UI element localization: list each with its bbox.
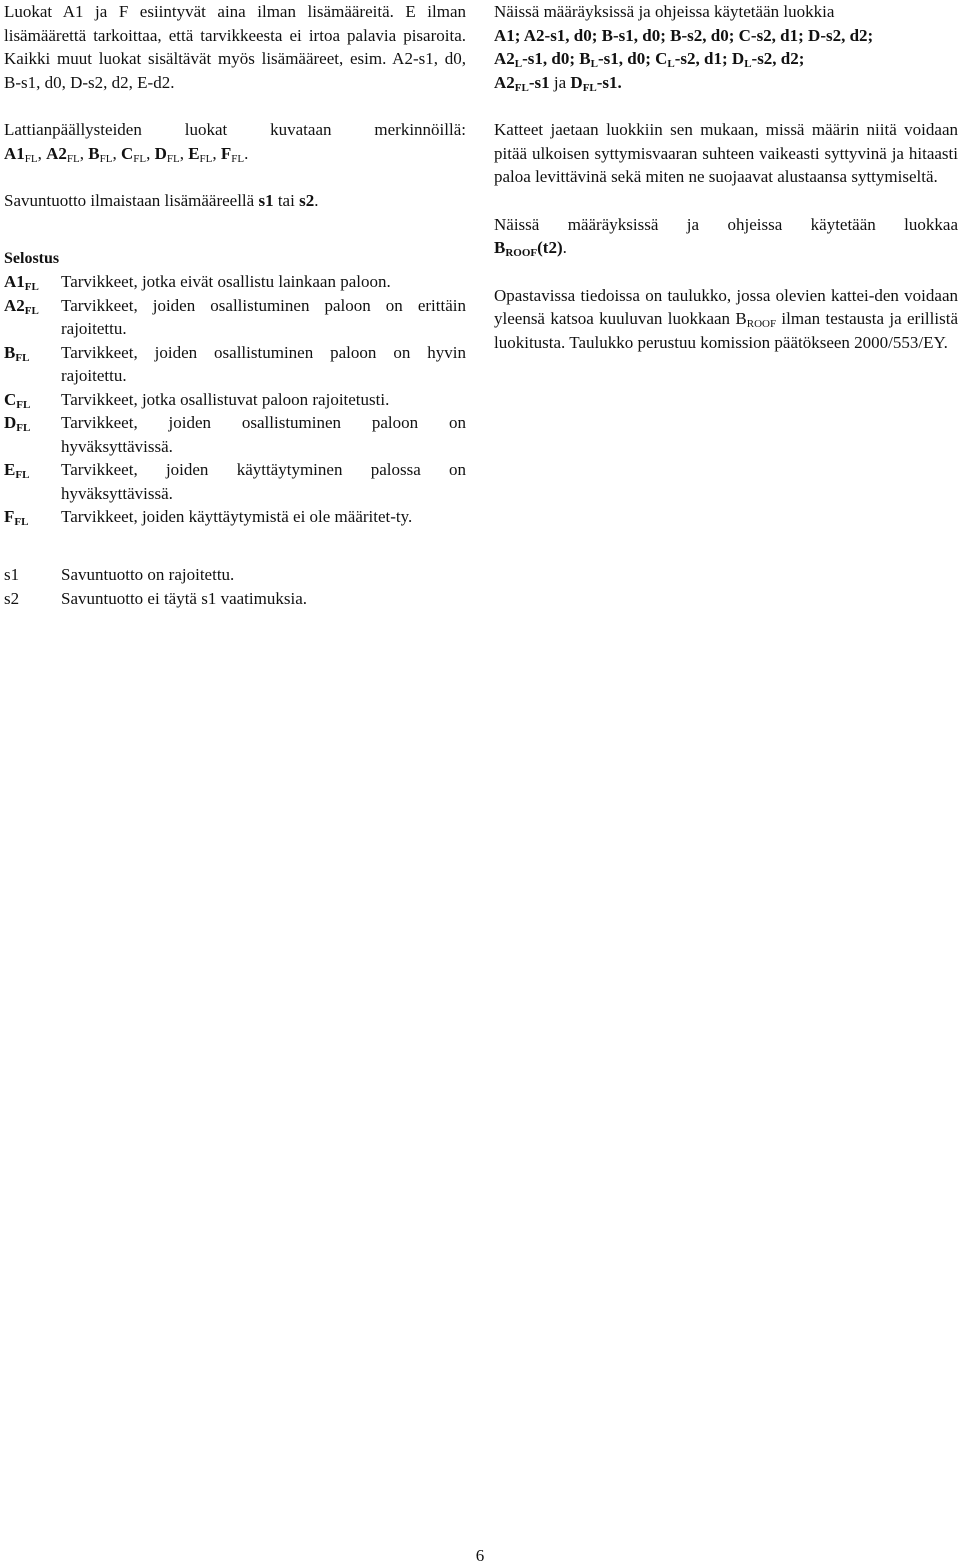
floor-class-item: A2 — [46, 143, 67, 163]
definition-text: Tarvikkeet, joiden osallistuminen paloon on hyväksyttävissä. — [61, 413, 466, 456]
floor-class-sep: , — [37, 143, 47, 163]
smoke-s1: s1 — [258, 191, 274, 210]
smoke-text: Savuntuotto on rajoitettu. — [61, 565, 235, 584]
definition-text: Tarvikkeet, joiden osallistuminen paloon on hyvin rajoitettu. — [61, 342, 466, 385]
definition-item — [4, 270, 466, 294]
definition-term: $F_{FL}$ — [4, 507, 29, 528]
floor-class-item: F — [220, 143, 232, 163]
definition-term: $D_{FL}$ — [4, 413, 31, 434]
floor-class-sep: , — [112, 143, 121, 163]
definition-item — [4, 505, 466, 529]
definition-term: $E_{FL}$ — [4, 460, 30, 481]
smoke-text: Savuntuotto ilmaistaan lisämääreellä — [4, 191, 259, 210]
definition-text: Tarvikkeet, joiden käyttäytyminen palossa on hyväksyttävissä. — [61, 460, 466, 503]
definition-term: $A1_{FL}$ — [4, 272, 39, 293]
page-number: 6 — [475, 1546, 485, 1565]
classes-paragraph — [494, 0, 958, 94]
floor-class-sub: FL — [199, 152, 213, 165]
roof-class-text: Näissä määräyksissä ja ohjeissa käytetään luokkaa — [494, 214, 958, 234]
definition-list — [4, 270, 466, 529]
classes-line-4: $A2_{FL}-s1$ ja $D_{FL}-s1$. — [494, 72, 622, 94]
floor-class-sep: , — [212, 143, 221, 163]
floor-class-item: A1 — [4, 143, 25, 163]
floor-class-item: D — [154, 143, 167, 163]
selostus-heading: Selostus — [4, 249, 60, 267]
definition-item — [4, 388, 466, 412]
smoke-term: s2 — [4, 588, 20, 608]
classes-intro: Näissä määräyksissä ja ohjeissa käytetään luokkia — [494, 2, 835, 21]
floor-class-sub: FL — [231, 152, 245, 165]
definition-term: $A2_{FL}$ — [4, 295, 39, 317]
floor-classes-text: Lattianpäällysteiden luokat kuvataan merkinnöillä: — [4, 120, 466, 139]
definition-term: $B_{FL}$ — [4, 342, 30, 364]
definition-text: Tarvikkeet, jotka osallistuvat paloon rajoitetusti. — [61, 389, 390, 409]
roof-class-paragraph — [494, 213, 958, 260]
smoke-paragraph — [4, 189, 466, 213]
intro-paragraph: Luokat A1 ja F esiintyvät aina ilman lisämääreitä. E ilman lisämäärettä tarkoittaa, että tarvikkeesta ei irtoa palavia pisaroita. Kaikki muut luokat sisältävät myös lisämääreet, esim. A2-s1, d0, B-s1, d0, D-s2, d2, E-d2. — [4, 2, 466, 92]
definition-text: Tarvikkeet, joiden osallistuminen paloon on erittäin rajoitettu. — [61, 295, 466, 338]
smoke-end: . — [314, 191, 319, 210]
roof-class-code: $B_{ROOF}(t2)$ — [494, 238, 563, 259]
smoke-definition-item — [4, 587, 464, 611]
definition-text: Tarvikkeet, jotka eivät osallistu lainkaan paloon. — [61, 272, 391, 291]
right-column — [494, 0, 958, 354]
classes-line-2: A1; A2-s1, d0; B-s1, d0; B-s2, d0; C-s2, d1; D-s2, d2; — [494, 25, 874, 45]
smoke-text: Savuntuotto ei täytä s1 vaatimuksia. — [61, 588, 307, 608]
definition-item — [4, 458, 466, 505]
floor-class-sep: . — [244, 143, 249, 163]
floor-class-sub: FL — [166, 152, 180, 165]
definition-item — [4, 294, 466, 341]
smoke-s2: s2 — [299, 191, 315, 210]
guidance-paragraph: Opastavissa tiedoissa on taulukko, jossa olevien kattei-den voidaan yleensä katsoa kuuluvan luokkaan $B_{ROOF}$ ilman testausta ja erillistä luokitusta. Taulukko perustuu komission päätökseen 2000/553/EY. — [494, 285, 958, 352]
smoke-term: s1 — [4, 565, 20, 584]
floor-class-item: E — [188, 143, 200, 163]
floor-classes-paragraph — [4, 118, 466, 165]
floor-class-sep: , — [179, 143, 189, 163]
floor-class-item: C — [120, 143, 134, 163]
floor-class-sub: FL — [24, 152, 38, 165]
definition-item — [4, 411, 466, 458]
floor-class-sep: , — [79, 143, 89, 163]
smoke-definition-item — [4, 563, 464, 587]
left-column — [4, 0, 466, 529]
definition-text: Tarvikkeet, joiden käyttäytymistä ei ole määritet-ty. — [61, 507, 413, 526]
definition-item — [4, 341, 466, 388]
roof-class-end: . — [562, 238, 567, 257]
smoke-definition-list — [4, 563, 464, 610]
floor-class-sub: FL — [99, 152, 113, 165]
floor-class-item: B — [88, 143, 100, 163]
floor-class-sub: FL — [66, 152, 80, 165]
floor-class-sep: , — [146, 143, 155, 163]
definition-term: $C_{FL}$ — [4, 389, 31, 411]
classes-line-3: $A2_L-s1$, d0; $B_L-s1$, d0; $C_L-s2$, d1; $D_L-s2$, d2; — [494, 49, 805, 70]
floor-classes-list — [4, 144, 248, 163]
floor-class-sub: FL — [133, 152, 147, 165]
roof-classification-paragraph: Katteet jaetaan luokkiin sen mukaan, missä määrin niitä voidaan pitää ulkoisen syttymisvaaran suhteen vaikeasti syttyvinä ja hitaasti paloa levittävinä sekä miten ne suojaavat alustaansa syttymiseltä. — [494, 120, 958, 186]
smoke-mid: tai — [273, 191, 300, 210]
